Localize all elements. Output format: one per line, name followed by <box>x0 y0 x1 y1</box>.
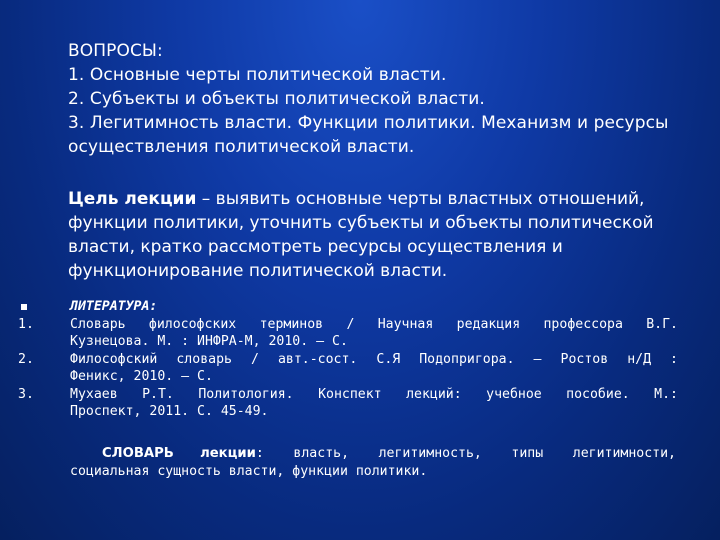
literature-item-2-number: 2. <box>18 351 34 367</box>
question-item-3-continued: осуществления политической власти. <box>68 137 415 157</box>
literature-item-1 <box>18 316 678 351</box>
glossary-term: СЛОВАРЬ лекции <box>102 446 256 461</box>
literature-heading: ЛИТЕРАТУРА: <box>70 299 158 314</box>
lecture-goal-block <box>68 187 698 283</box>
literature-item-2-line-2: Феникс, 2010. – С. <box>70 369 213 384</box>
literature-item-1-number: 1. <box>18 316 34 332</box>
literature-item-3 <box>18 386 678 421</box>
square-bullet-icon <box>21 304 27 310</box>
literature-item-1-line-1: Словарь философских терминов / Научная редакция профессора В.Г. <box>70 316 678 332</box>
lecture-goal-line-1: – выявить основные черты властных отношений, <box>196 189 645 209</box>
glossary-line-1: : власть, легитимность, типы легитимности, <box>255 446 677 461</box>
lecture-goal-line-2: функции политики, уточнить субъекты и объекты политической <box>68 213 654 233</box>
questions-heading: ВОПРОСЫ: <box>68 41 163 61</box>
literature-item-2-line-1: Философский словарь / авт.-сост. С.Я Подопригора. – Ростов н/Д : <box>70 351 678 367</box>
literature-item-3-number: 3. <box>18 386 34 402</box>
literature-item-3-line-2: Проспект, 2011. С. 45-49. <box>70 404 269 419</box>
lecture-goal-label: Цель лекции <box>68 189 197 209</box>
question-item-2: 2. Субъекты и объекты политической власти. <box>68 89 485 109</box>
lecture-goal-line-4: функционирование политической власти. <box>68 261 448 281</box>
questions-block <box>68 39 698 159</box>
lecture-goal-line-3: власти, кратко рассмотреть ресурсы осуществления и <box>68 237 563 257</box>
question-item-3: 3. Легитимность власти. Функции политики. Механизм и ресурсы <box>68 113 669 133</box>
literature-heading-row <box>18 298 678 316</box>
literature-item-2 <box>18 351 678 386</box>
literature-block <box>18 298 678 421</box>
glossary-line-2: социальная сущность власти, функции политики. <box>70 463 428 479</box>
glossary-block <box>70 445 676 480</box>
literature-item-3-line-1: Мухаев Р.Т. Политология. Конспект лекций: учебное пособие. М.: <box>70 386 678 402</box>
question-item-1: 1. Основные черты политической власти. <box>68 65 447 85</box>
literature-item-1-line-2: Кузнецова. М. : ИНФРА-М, 2010. – С. <box>70 334 348 349</box>
